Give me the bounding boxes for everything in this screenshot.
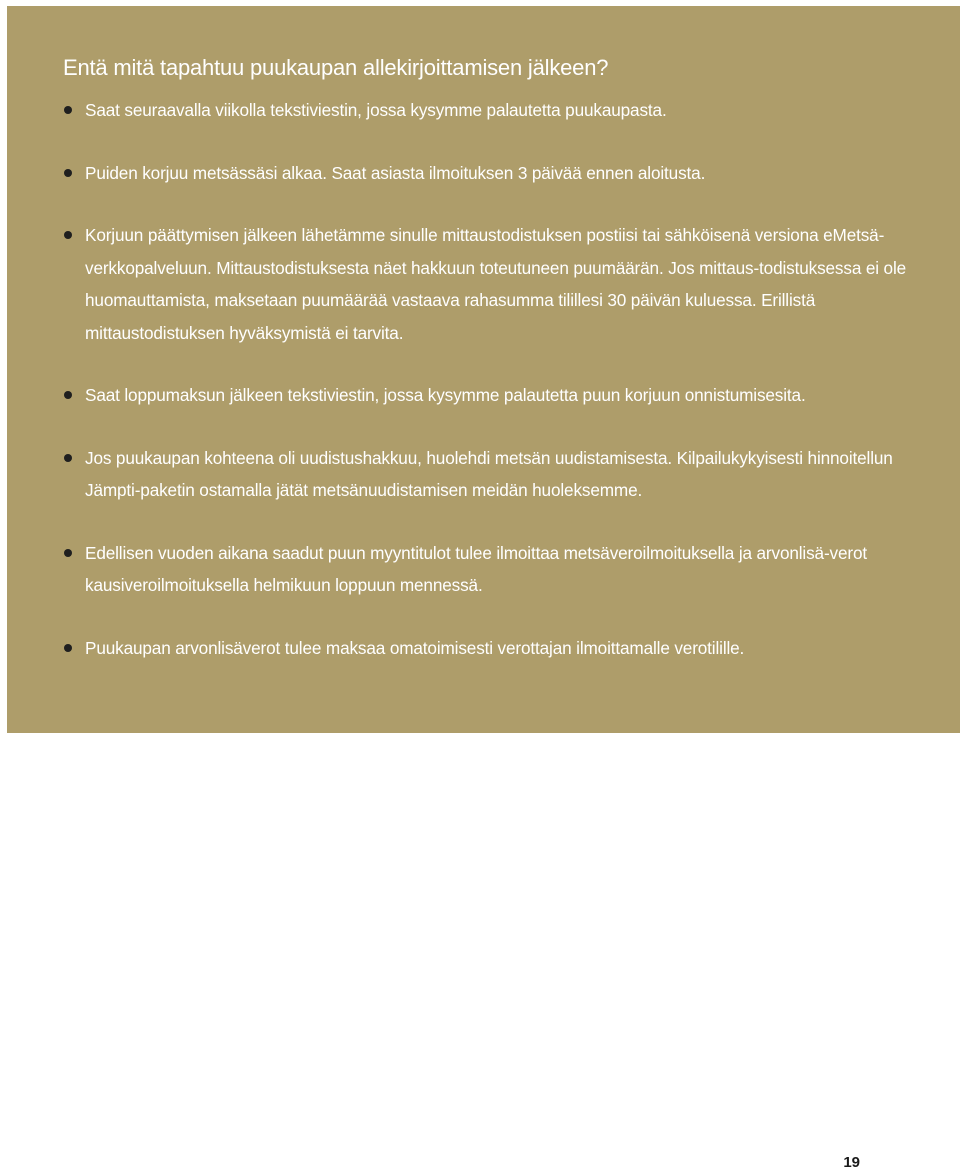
bullet-icon bbox=[64, 106, 72, 114]
list-item bbox=[63, 157, 943, 190]
list-item bbox=[63, 94, 943, 127]
bullet-icon bbox=[64, 169, 72, 177]
panel-heading: Entä mitä tapahtuu puukaupan allekirjoittamisen jälkeen? bbox=[63, 55, 609, 80]
list-item bbox=[63, 632, 943, 665]
page-number: 19 bbox=[843, 1154, 860, 1171]
list-item-text: Korjuun päättymisen jälkeen lähetämme sinulle mittaustodistuksen postiisi tai sähköisenä versiona eMetsä-verkkopalveluun. Mittaustodistuksesta näet hakkuun toteutuneen puumäärän. Jos mittaus-todistuksessa ei ole huomauttamista, maksetaan puumäärää vastaava rahasumma tilillesi 30 päivän kuluessa. Erillistä mittaustodistuksen hyväksymistä ei tarvita. bbox=[85, 225, 907, 343]
info-panel bbox=[7, 6, 960, 733]
bullet-icon bbox=[64, 644, 72, 652]
list-item-text: Saat loppumaksun jälkeen tekstiviestin, jossa kysymme palautetta puun korjuun onnistumisesita. bbox=[85, 385, 806, 405]
bullet-icon bbox=[64, 231, 72, 239]
list-item-text: Puiden korjuu metsässäsi alkaa. Saat asiasta ilmoituksen 3 päivää ennen aloitusta. bbox=[85, 162, 706, 183]
bullet-icon bbox=[64, 549, 72, 557]
list-item bbox=[63, 219, 943, 349]
list-item bbox=[63, 442, 943, 507]
list-item-text: Saat seuraavalla viikolla tekstiviestin, jossa kysymme palautetta puukaupasta. bbox=[85, 100, 667, 120]
bullet-list bbox=[63, 94, 943, 694]
list-item bbox=[63, 379, 943, 412]
bullet-icon bbox=[64, 454, 72, 462]
list-item bbox=[63, 537, 943, 602]
list-item-text: Edellisen vuoden aikana saadut puun myyntitulot tulee ilmoittaa metsäveroilmoituksella ja arvonlisä-verot kausiveroilmoituksella helmikuun loppuun mennessä. bbox=[85, 542, 867, 595]
list-item-text: Jos puukaupan kohteena oli uudistushakkuu, huolehdi metsän uudistamisesta. Kilpailukykyisesti hinnoitellun Jämpti-paketin ostamalla jätät metsänuudistamisen meidän huoleksemme. bbox=[85, 447, 893, 500]
bullet-icon bbox=[64, 391, 72, 399]
list-item-text: Puukaupan arvonlisäverot tulee maksaa omatoimisesti verottajan ilmoittamalle verotilille. bbox=[85, 637, 745, 658]
